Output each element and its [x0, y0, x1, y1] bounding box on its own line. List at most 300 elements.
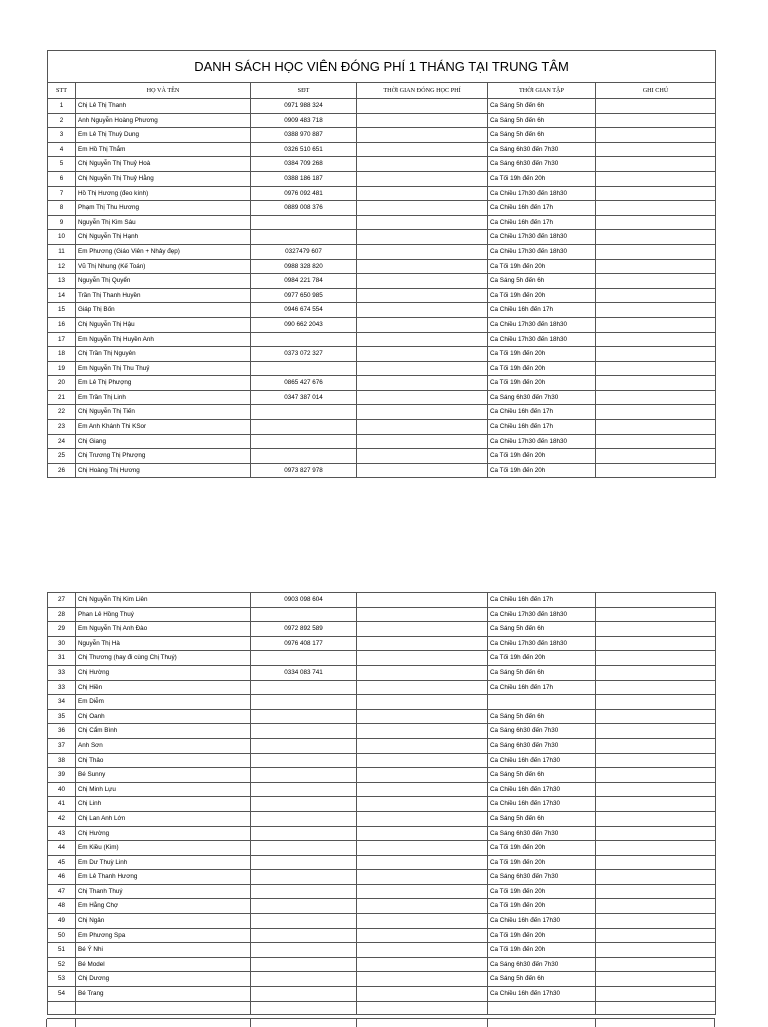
cell-training-time: Ca Tối 19h đến 20h [488, 884, 596, 899]
cell-stt: 24 [48, 434, 76, 449]
cell-stt: 19 [48, 361, 76, 376]
table-row [48, 943, 716, 958]
cell-name: Chị Cẩm Bình [76, 724, 251, 739]
cell-training-time: Ca Sáng 5h đến 6h [488, 811, 596, 826]
cell-training-time: Ca Tối 19h đến 20h [488, 841, 596, 856]
cell-training-time: Ca Tối 19h đến 20h [488, 361, 596, 376]
cell-note [596, 405, 716, 420]
cell-training-time: Ca Chiều 16h đến 17h [488, 215, 596, 230]
cell-payment-time [357, 347, 488, 362]
cell-name: Em Diễm [76, 695, 251, 710]
cell-training-time: Ca Tối 19h đến 20h [488, 259, 596, 274]
cell-stt: 17 [48, 332, 76, 347]
cell-training-time: Ca Chiều 16h đến 17h [488, 680, 596, 695]
table-row [48, 186, 716, 201]
cell-stt: 5 [48, 157, 76, 172]
cell-phone [251, 753, 357, 768]
cell-payment-time [357, 797, 488, 812]
cell-phone [251, 914, 357, 929]
cell-note [596, 99, 716, 114]
cell-phone [251, 724, 357, 739]
table-row [48, 201, 716, 216]
cell-phone [251, 987, 357, 1002]
cell-name: Nguyễn Thị Kim Sáu [76, 215, 251, 230]
cell-stt: 7 [48, 186, 76, 201]
cell-training-time: Ca Chiều 16h đến 17h [488, 303, 596, 318]
cell-training-time: Ca Chiều 16h đến 17h30 [488, 914, 596, 929]
cell-stt: 26 [48, 463, 76, 478]
cell-phone [251, 680, 357, 695]
cell-stt: 8 [48, 201, 76, 216]
cell-phone: 0865 427 676 [251, 376, 357, 391]
cell-note [596, 738, 716, 753]
cell-note [596, 128, 716, 143]
cell-note [596, 376, 716, 391]
cell-name: Chị Nguyễn Thị Hạnh [76, 230, 251, 245]
cell-phone: 0388 970 887 [251, 128, 357, 143]
cell-payment-time [357, 303, 488, 318]
cell-phone [251, 695, 357, 710]
cell-training-time: Ca Chiều 16h đến 17h [488, 420, 596, 435]
table-row [48, 113, 716, 128]
cell-payment-time [357, 841, 488, 856]
cell-note [596, 636, 716, 651]
cell-note [596, 347, 716, 362]
cell-phone [251, 972, 357, 987]
cell-training-time: Ca Tối 19h đến 20h [488, 376, 596, 391]
cell-name: Chị Trần Thị Nguyên [76, 347, 251, 362]
cell-training-time: Ca Sáng 6h30 đến 7h30 [488, 826, 596, 841]
cell-note [596, 884, 716, 899]
cell-name: Em Nguyễn Thị Thu Thuỷ [76, 361, 251, 376]
cell-payment-time [357, 259, 488, 274]
cell-payment-time [357, 870, 488, 885]
cell-training-time: Ca Tối 19h đến 20h [488, 928, 596, 943]
cell-training-time: Ca Sáng 6h30 đến 7h30 [488, 142, 596, 157]
cell-payment-time [357, 593, 488, 608]
cell-stt: 36 [48, 724, 76, 739]
table-row [48, 738, 716, 753]
cell-name: Chị Hiền [76, 680, 251, 695]
cell-payment-time [357, 665, 488, 680]
cell-name: Chị Minh Lựu [76, 782, 251, 797]
cell-payment-time [357, 420, 488, 435]
cell-training-time: Ca Chiều 17h30 đến 18h30 [488, 186, 596, 201]
cell-training-time: Ca Tối 19h đến 20h [488, 449, 596, 464]
cell-stt: 31 [48, 651, 76, 666]
cell-phone: 0976 092 481 [251, 186, 357, 201]
cell-payment-time [357, 738, 488, 753]
cell-training-time: Ca Sáng 5h đến 6h [488, 972, 596, 987]
cell-stt: 37 [48, 738, 76, 753]
cell-payment-time [357, 1001, 488, 1015]
cell-name: Em Nguyễn Thị Huyền Anh [76, 332, 251, 347]
cell-phone [251, 884, 357, 899]
cell-name: Em Anh Khánh Thi KSor [76, 420, 251, 435]
cell-payment-time [357, 376, 488, 391]
cell-phone [251, 449, 357, 464]
table-row [48, 753, 716, 768]
cell-phone [251, 434, 357, 449]
cell-training-time: Ca Tối 19h đến 20h [488, 171, 596, 186]
header-payment-time: THỜI GIAN ĐÓNG HỌC PHÍ [357, 83, 488, 99]
cell-stt: 39 [48, 768, 76, 783]
cell-note [596, 841, 716, 856]
cell-payment-time [357, 434, 488, 449]
header-training-time: THỜI GIAN TẬP [488, 83, 596, 99]
cell-payment-time [357, 186, 488, 201]
cell-name: Em Phương Spa [76, 928, 251, 943]
cell-training-time: Ca Sáng 5h đến 6h [488, 113, 596, 128]
cell-name: Em Phương (Giáo Viên + Nhảy đẹp) [76, 244, 251, 259]
table-row [48, 972, 716, 987]
table-row [48, 99, 716, 114]
cell-phone [251, 709, 357, 724]
cell-name: Nguyễn Thị Hà [76, 636, 251, 651]
cell-stt: 43 [48, 826, 76, 841]
cell-name: Chị Nguyễn Thị Tiến [76, 405, 251, 420]
cell-phone [251, 811, 357, 826]
cell-training-time: Ca Sáng 5h đến 6h [488, 768, 596, 783]
cell-phone: 0946 674 554 [251, 303, 357, 318]
cell-payment-time [357, 157, 488, 172]
cell-payment-time [357, 622, 488, 637]
cell-note [596, 768, 716, 783]
cell-note [596, 434, 716, 449]
cell-phone [251, 899, 357, 914]
cell-stt: 50 [48, 928, 76, 943]
cell-stt: 49 [48, 914, 76, 929]
cell-payment-time [357, 244, 488, 259]
table-row [48, 259, 716, 274]
cell-name: Chị Nguyễn Thị Thuỷ Hoà [76, 157, 251, 172]
cell-phone [251, 215, 357, 230]
header-phone: SĐT [251, 83, 357, 99]
cell-name: Chị Nguyễn Thị Hậu [76, 317, 251, 332]
table-row [48, 449, 716, 464]
cell-name: Vũ Thị Nhung (Kế Toán) [76, 259, 251, 274]
cell-name: Chị Oanh [76, 709, 251, 724]
cell-phone: 0976 408 177 [251, 636, 357, 651]
header-note: GHI CHÚ [596, 83, 716, 99]
cell-phone: 0334 083 741 [251, 665, 357, 680]
cell-note [596, 753, 716, 768]
cell-phone: 0973 827 978 [251, 463, 357, 478]
cell-payment-time [357, 405, 488, 420]
table-row [48, 332, 716, 347]
cell-phone: 090 662 2043 [251, 317, 357, 332]
cell-stt: 18 [48, 347, 76, 362]
cell-name: Em Trần Thị Linh [76, 390, 251, 405]
cell-payment-time [357, 651, 488, 666]
cell-stt: 40 [48, 782, 76, 797]
cell-payment-time [357, 855, 488, 870]
cell-training-time: Ca Sáng 5h đến 6h [488, 128, 596, 143]
cell-training-time: Ca Tối 19h đến 20h [488, 651, 596, 666]
cell-payment-time [357, 680, 488, 695]
cell-phone: 0984 221 784 [251, 274, 357, 289]
cell-training-time [488, 1001, 596, 1015]
cell-note [596, 987, 716, 1002]
table-header-row [48, 83, 716, 99]
cell-name: Phan Lê Hồng Thuý [76, 607, 251, 622]
cell-note [596, 303, 716, 318]
cell-training-time: Ca Sáng 5h đến 6h [488, 665, 596, 680]
cell-stt: 29 [48, 622, 76, 637]
cell-training-time: Ca Sáng 5h đến 6h [488, 622, 596, 637]
cell-stt: 51 [48, 943, 76, 958]
cell-stt: 21 [48, 390, 76, 405]
cell-payment-time [357, 695, 488, 710]
cell-note [596, 201, 716, 216]
table-row [48, 914, 716, 929]
cell-training-time: Ca Sáng 5h đến 6h [488, 709, 596, 724]
table-row [48, 651, 716, 666]
cell-note [596, 899, 716, 914]
cell-name: Trần Thị Thanh Huyền [76, 288, 251, 303]
cell-phone [251, 332, 357, 347]
cell-phone [251, 420, 357, 435]
cell-stt: 33 [48, 680, 76, 695]
cell-training-time: Ca Chiều 16h đến 17h30 [488, 987, 596, 1002]
cell-note [596, 680, 716, 695]
table-row [48, 665, 716, 680]
header-stt: STT [48, 83, 76, 99]
cell-note [596, 724, 716, 739]
cell-note [596, 928, 716, 943]
cell-name: Em Hồ Thị Thắm [76, 142, 251, 157]
cell-name: Chị Trương Thị Phượng [76, 449, 251, 464]
cell-training-time: Ca Sáng 6h30 đến 7h30 [488, 724, 596, 739]
cell-stt: 46 [48, 870, 76, 885]
cell-training-time: Ca Chiều 17h30 đến 18h30 [488, 332, 596, 347]
cell-training-time [488, 695, 596, 710]
cell-training-time: Ca Tối 19h đến 20h [488, 899, 596, 914]
cell-payment-time [357, 753, 488, 768]
table-row [48, 420, 716, 435]
cell-name: Em Dư Thuỳ Linh [76, 855, 251, 870]
table-row [48, 782, 716, 797]
student-table-page-1 [47, 50, 716, 478]
cell-note [596, 142, 716, 157]
cell-payment-time [357, 201, 488, 216]
cell-payment-time [357, 782, 488, 797]
table-row [48, 724, 716, 739]
table-row [48, 405, 716, 420]
cell-name: Em Lê Thị Phượng [76, 376, 251, 391]
cell-payment-time [357, 987, 488, 1002]
cell-payment-time [357, 928, 488, 943]
cell-phone [251, 405, 357, 420]
cell-name: Bé Trang [76, 987, 251, 1002]
cell-stt: 48 [48, 899, 76, 914]
cell-stt [48, 1001, 76, 1015]
table-row [48, 303, 716, 318]
cell-stt: 28 [48, 607, 76, 622]
cell-payment-time [357, 636, 488, 651]
table-row [48, 157, 716, 172]
cell-note [596, 826, 716, 841]
cell-name: Giáp Thị Bốn [76, 303, 251, 318]
cell-training-time: Ca Chiều 17h30 đến 18h30 [488, 230, 596, 245]
cell-note [596, 709, 716, 724]
cell-stt: 35 [48, 709, 76, 724]
cell-stt: 13 [48, 274, 76, 289]
cell-name: Chị Thảo [76, 753, 251, 768]
table-row [48, 593, 716, 608]
cell-name: Chị Hoàng Thị Hương [76, 463, 251, 478]
cell-phone: 0388 186 187 [251, 171, 357, 186]
cell-note [596, 622, 716, 637]
cell-note [596, 797, 716, 812]
cell-training-time: Ca Sáng 5h đến 6h [488, 99, 596, 114]
cell-phone [251, 782, 357, 797]
table-row [48, 826, 716, 841]
cell-payment-time [357, 317, 488, 332]
cell-training-time: Ca Chiều 16h đến 17h30 [488, 753, 596, 768]
cell-payment-time [357, 899, 488, 914]
cell-name: Em Nguyễn Thị Anh Đào [76, 622, 251, 637]
cell-note [596, 607, 716, 622]
cell-stt: 47 [48, 884, 76, 899]
cell-note [596, 914, 716, 929]
cell-phone: 0903 098 604 [251, 593, 357, 608]
cell-note [596, 593, 716, 608]
cell-payment-time [357, 811, 488, 826]
cell-payment-time [357, 607, 488, 622]
cell-phone [251, 841, 357, 856]
cell-name [76, 1001, 251, 1015]
cell-stt: 10 [48, 230, 76, 245]
cell-stt: 45 [48, 855, 76, 870]
cell-phone: 0373 072 327 [251, 347, 357, 362]
cell-name: Hồ Thị Hương (đeo kính) [76, 186, 251, 201]
cell-payment-time [357, 113, 488, 128]
cell-name: Em Hằng Chợ [76, 899, 251, 914]
table-row [48, 230, 716, 245]
cell-note [596, 215, 716, 230]
cell-name: Chị Thương (hay đi cùng Chị Thuý) [76, 651, 251, 666]
cell-name: Em Kiều (Kim) [76, 841, 251, 856]
cell-phone [251, 855, 357, 870]
cell-stt: 27 [48, 593, 76, 608]
cell-stt: 22 [48, 405, 76, 420]
cell-phone: 0971 988 324 [251, 99, 357, 114]
cell-payment-time [357, 142, 488, 157]
cell-stt: 9 [48, 215, 76, 230]
cell-name: Em Lê Thị Thuỳ Dung [76, 128, 251, 143]
cell-training-time: Ca Tối 19h đến 20h [488, 943, 596, 958]
cell-name: Phạm Thị Thu Hương [76, 201, 251, 216]
cell-name: Chị Hường [76, 826, 251, 841]
table-row [48, 390, 716, 405]
cell-training-time: Ca Chiều 16h đến 17h [488, 593, 596, 608]
cell-training-time: Ca Chiều 17h30 đến 18h30 [488, 636, 596, 651]
cell-training-time: Ca Sáng 6h30 đến 7h30 [488, 870, 596, 885]
cell-name: Bé Sunny [76, 768, 251, 783]
cell-training-time: Ca Chiều 16h đến 17h [488, 405, 596, 420]
cell-note [596, 651, 716, 666]
cell-phone [251, 957, 357, 972]
cell-payment-time [357, 884, 488, 899]
cell-stt: 11 [48, 244, 76, 259]
cell-name: Chị Giang [76, 434, 251, 449]
cell-phone [251, 797, 357, 812]
table-row [48, 899, 716, 914]
cell-note [596, 1001, 716, 1015]
table-row [48, 928, 716, 943]
table-row [48, 855, 716, 870]
cell-payment-time [357, 390, 488, 405]
cell-phone [251, 230, 357, 245]
cell-stt: 6 [48, 171, 76, 186]
cell-phone: 0327479 607 [251, 244, 357, 259]
cell-note [596, 390, 716, 405]
cell-name: Bé Ý Nhi [76, 943, 251, 958]
table-row [48, 274, 716, 289]
cell-payment-time [357, 332, 488, 347]
cell-training-time: Ca Chiều 17h30 đến 18h30 [488, 244, 596, 259]
cell-stt: 4 [48, 142, 76, 157]
cell-training-time: Ca Sáng 6h30 đến 7h30 [488, 390, 596, 405]
cell-phone [251, 826, 357, 841]
cell-phone [251, 768, 357, 783]
cell-stt: 38 [48, 753, 76, 768]
cell-note [596, 943, 716, 958]
cell-stt: 15 [48, 303, 76, 318]
cell-payment-time [357, 943, 488, 958]
cell-note [596, 317, 716, 332]
cell-stt: 3 [48, 128, 76, 143]
table-row [48, 957, 716, 972]
cell-payment-time [357, 914, 488, 929]
cell-note [596, 361, 716, 376]
table-row [48, 870, 716, 885]
cell-payment-time [357, 171, 488, 186]
table-row [48, 288, 716, 303]
cell-stt: 16 [48, 317, 76, 332]
cell-note [596, 157, 716, 172]
cell-stt: 53 [48, 972, 76, 987]
cell-payment-time [357, 826, 488, 841]
cell-name: Bé Model [76, 957, 251, 972]
cell-phone [251, 1001, 357, 1015]
cell-note [596, 870, 716, 885]
cell-payment-time [357, 463, 488, 478]
cell-note [596, 420, 716, 435]
cell-payment-time [357, 957, 488, 972]
cell-phone [251, 928, 357, 943]
table-row [48, 128, 716, 143]
cell-name: Chị Nguyễn Thị Thuỷ Hằng [76, 171, 251, 186]
cell-note [596, 695, 716, 710]
cell-training-time: Ca Tối 19h đến 20h [488, 463, 596, 478]
cell-note [596, 113, 716, 128]
cell-payment-time [357, 709, 488, 724]
cell-training-time: Ca Sáng 6h30 đến 7h30 [488, 157, 596, 172]
cell-note [596, 171, 716, 186]
page-title: DANH SÁCH HỌC VIÊN ĐÓNG PHÍ 1 THÁNG TẠI TRUNG TÂM [48, 51, 716, 83]
cell-training-time: Ca Chiều 17h30 đến 18h30 [488, 434, 596, 449]
table-row [48, 347, 716, 362]
cell-phone [251, 607, 357, 622]
cell-note [596, 186, 716, 201]
cell-note [596, 665, 716, 680]
cell-training-time: Ca Chiều 16h đến 17h30 [488, 797, 596, 812]
cell-phone: 0347 387 014 [251, 390, 357, 405]
cell-note [596, 259, 716, 274]
cell-name: Chị Nguyễn Thị Kim Liên [76, 593, 251, 608]
